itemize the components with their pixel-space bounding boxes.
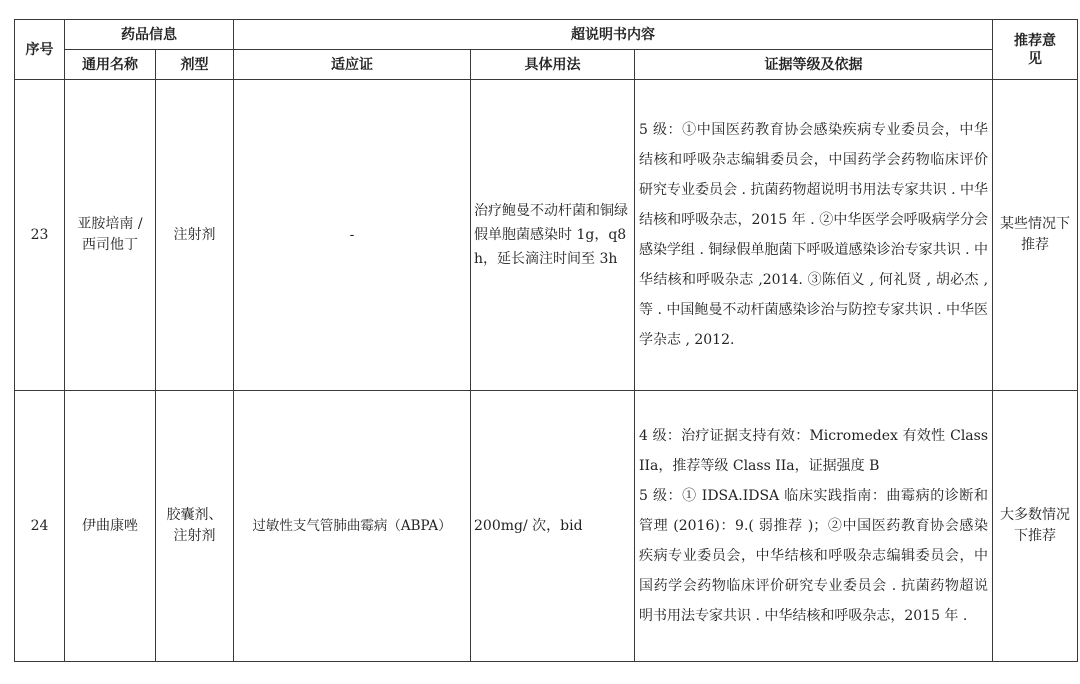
cell-recommendation: 某些情况下推荐 — [993, 80, 1078, 391]
header-evidence: 证据等级及依据 — [635, 50, 993, 80]
cell-usage: 治疗鲍曼不动杆菌和铜绿假单胞菌感染时 1g，q8h，延长滴注时间至 3h — [471, 80, 635, 391]
header-dosage-form: 剂型 — [156, 50, 234, 80]
header-off-label: 超说明书内容 — [234, 20, 993, 50]
cell-indication: 过敏性支气管肺曲霉病（ABPA） — [234, 391, 471, 662]
cell-dosage-form: 注射剂 — [156, 80, 234, 391]
evidence-paragraph: 4 级：治疗证据支持有效：Micromedex 有效性 Class IIa，推荐等级 Class IIa，证据强度 B — [639, 428, 989, 474]
evidence-paragraph: 5 级：① IDSA.IDSA 临床实践指南：曲霉病的诊断和管理 (2016)：9.( 弱推荐 )；②中国医药教育协会感染疾病专业委员会，中华结核和呼吸杂志编辑委员会，中国药学会药物临床评价研究专业委员会 . 抗菌药物超说明书用法专家共识 . 中华结核和呼吸杂志，2015 年 . — [639, 488, 989, 624]
off-label-drug-table — [14, 19, 1078, 662]
evidence-paragraph: 5 级：①中国医药教育协会感染疾病专业委员会，中华结核和呼吸杂志编辑委员会，中国药学会药物临床评价研究专业委员会 . 抗菌药物超说明书用法专家共识 . 中华结核和呼吸杂志，2015 年 . ②中华医学会呼吸病学分会感染学组 . 铜绿假单胞菌下呼吸道感染诊治专家共识 . 中华结核和呼吸杂志 ,2014. ③陈佰义 , 何礼贤 , 胡必杰 , 等 . 中国鲍曼不动杆菌感染诊治与防控专家共识 . 中华医学杂志 , 2012. — [639, 122, 989, 348]
cell-indication: - — [234, 80, 471, 391]
header-recommendation: 推荐意见 — [993, 20, 1078, 80]
cell-generic-name: 亚胺培南 / 西司他丁 — [65, 80, 156, 391]
cell-recommendation: 大多数情况下推荐 — [993, 391, 1078, 662]
header-seq: 序号 — [15, 20, 65, 80]
cell-seq: 23 — [15, 80, 65, 391]
header-drug-info: 药品信息 — [65, 20, 234, 50]
cell-dosage-form: 胶囊剂、注射剂 — [156, 391, 234, 662]
cell-evidence — [635, 80, 993, 391]
cell-usage: 200mg/ 次，bid — [471, 391, 635, 662]
cell-generic-name: 伊曲康唑 — [65, 391, 156, 662]
cell-seq: 24 — [15, 391, 65, 662]
cell-evidence — [635, 391, 993, 662]
header-generic-name: 通用名称 — [65, 50, 156, 80]
header-usage: 具体用法 — [471, 50, 635, 80]
table-row — [15, 80, 1078, 391]
header-indication: 适应证 — [234, 50, 471, 80]
table-row — [15, 391, 1078, 662]
